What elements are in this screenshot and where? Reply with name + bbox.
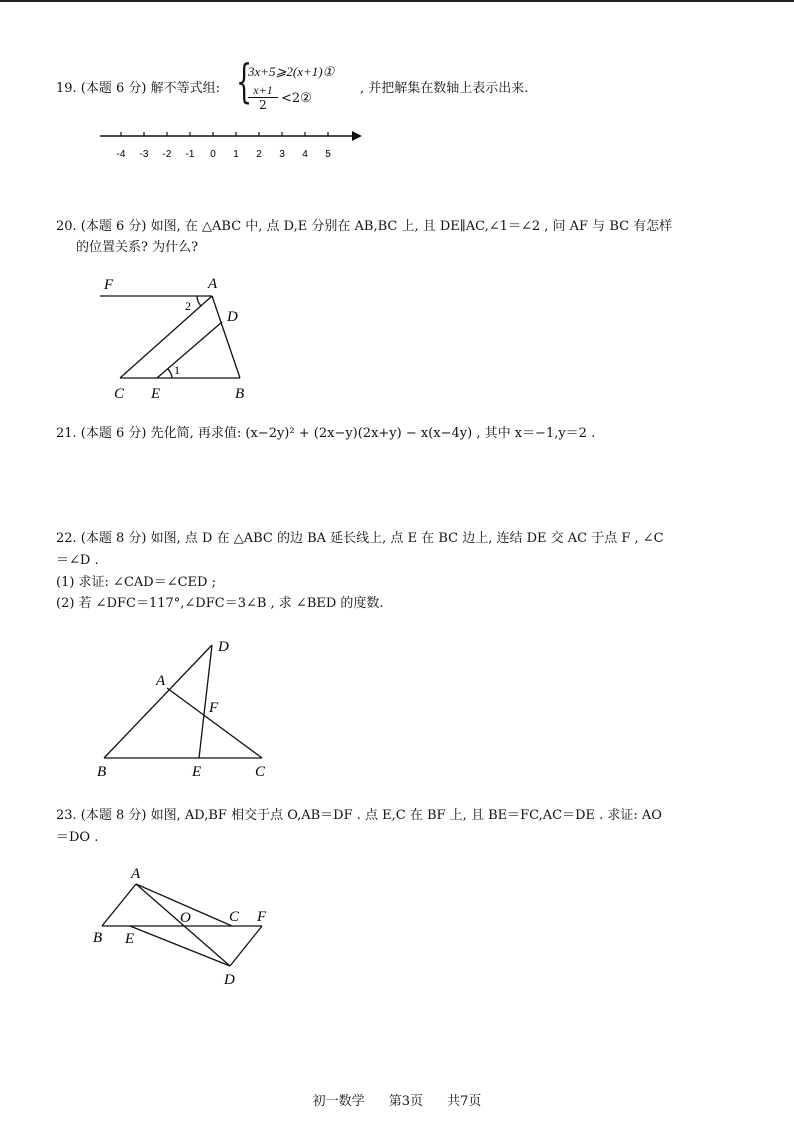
q23-label-D: D bbox=[224, 972, 235, 988]
q22-part-1: (1) 求证: ∠CAD＝∠CED ; bbox=[56, 575, 216, 590]
number-line-tick-label: 1 bbox=[233, 149, 239, 160]
q23-line-2: ＝DO . bbox=[56, 830, 99, 845]
q23-label-B: B bbox=[93, 930, 103, 946]
q20-label-D: D bbox=[227, 309, 238, 325]
page-footer bbox=[0, 1090, 794, 1109]
q20-line-1: 20. (本题 6 分) 如图, 在 △ABC 中, 点 D,E 分别在 AB,BC 上, 且 DE∥AC,∠1＝∠2 , 问 AF 与 BC 有怎样 bbox=[56, 219, 673, 234]
q19-system-brace: { bbox=[236, 54, 253, 108]
q20-label-F: F bbox=[104, 277, 114, 293]
q19-inequality-1: 3x+5⩾2(x+1)① bbox=[248, 64, 335, 79]
number-line-tick-label: -3 bbox=[139, 149, 149, 160]
q22-label-F: F bbox=[209, 700, 219, 716]
q20-label-E: E bbox=[151, 386, 161, 402]
q23-segment-AB bbox=[102, 884, 136, 926]
q19-fraction-denominator: 2 bbox=[259, 98, 267, 112]
footer-page-number: 第3页 bbox=[388, 1094, 423, 1109]
q23-label-A: A bbox=[131, 866, 141, 882]
q22-line-2: ＝∠D . bbox=[56, 553, 99, 568]
number-line-tick-label: -4 bbox=[116, 149, 126, 160]
q20-label-B: B bbox=[235, 386, 245, 402]
q20-label-A: A bbox=[208, 276, 218, 292]
number-line-tick-label: 5 bbox=[325, 149, 331, 160]
q21-line-1: 21. (本题 6 分) 先化简, 再求值: (x−2y)² + (2x−y)(2x+y) − x(x−4y) , 其中 x＝−1,y＝2 . bbox=[56, 426, 596, 441]
number-line-tick-label: 3 bbox=[279, 149, 285, 160]
q19-fraction-numerator: x+1 bbox=[248, 83, 278, 98]
footer-subject: 初一数学 bbox=[312, 1094, 365, 1109]
q19-inequality-2-rest: <2② bbox=[281, 91, 312, 106]
q19-suffix: , 并把解集在数轴上表示出来. bbox=[360, 81, 529, 96]
q23-segment-ED bbox=[130, 926, 230, 966]
number-line-tick-label: -2 bbox=[162, 149, 172, 160]
q23-label-O: O bbox=[180, 910, 191, 926]
q23-segment-DF bbox=[230, 926, 262, 966]
footer-total-pages: 共7页 bbox=[447, 1094, 482, 1109]
number-line-tick-label: 2 bbox=[256, 149, 262, 160]
q23-line-1: 23. (本题 8 分) 如图, AD,BF 相交于点 O,AB＝DF . 点 E,C 在 BF 上, 且 BE＝FC,AC＝DE . 求证: AO bbox=[56, 808, 662, 823]
q22-label-A: A bbox=[156, 673, 166, 689]
q23-label-E: E bbox=[125, 931, 135, 947]
q22-label-D: D bbox=[218, 639, 229, 655]
q22-label-C: C bbox=[255, 764, 266, 780]
q23-label-F: F bbox=[257, 909, 267, 925]
q20-angle-label-2: 2 bbox=[185, 299, 191, 313]
number-line-tick-label: 4 bbox=[302, 149, 308, 160]
q22-part-2: (2) 若 ∠DFC＝117°,∠DFC＝3∠B , 求 ∠BED 的度数. bbox=[56, 596, 384, 611]
q20-angle-label-1: 1 bbox=[174, 363, 180, 377]
q19-prefix: 19. (本题 6 分) 解不等式组: bbox=[56, 81, 220, 96]
q23-label-C: C bbox=[229, 909, 240, 925]
number-line-tick-label: 0 bbox=[210, 149, 216, 160]
q22-label-E: E bbox=[192, 764, 202, 780]
q20-line-2: 的位置关系? 为什么? bbox=[76, 240, 199, 255]
q22-line-1: 22. (本题 8 分) 如图, 点 D 在 △ABC 的边 BA 延长线上, 点 E 在 BC 边上, 连结 DE 交 AC 于点 F , ∠C bbox=[56, 531, 664, 546]
q22-label-B: B bbox=[97, 764, 107, 780]
number-line-tick-label: -1 bbox=[185, 149, 195, 160]
q20-label-C: C bbox=[114, 386, 125, 402]
